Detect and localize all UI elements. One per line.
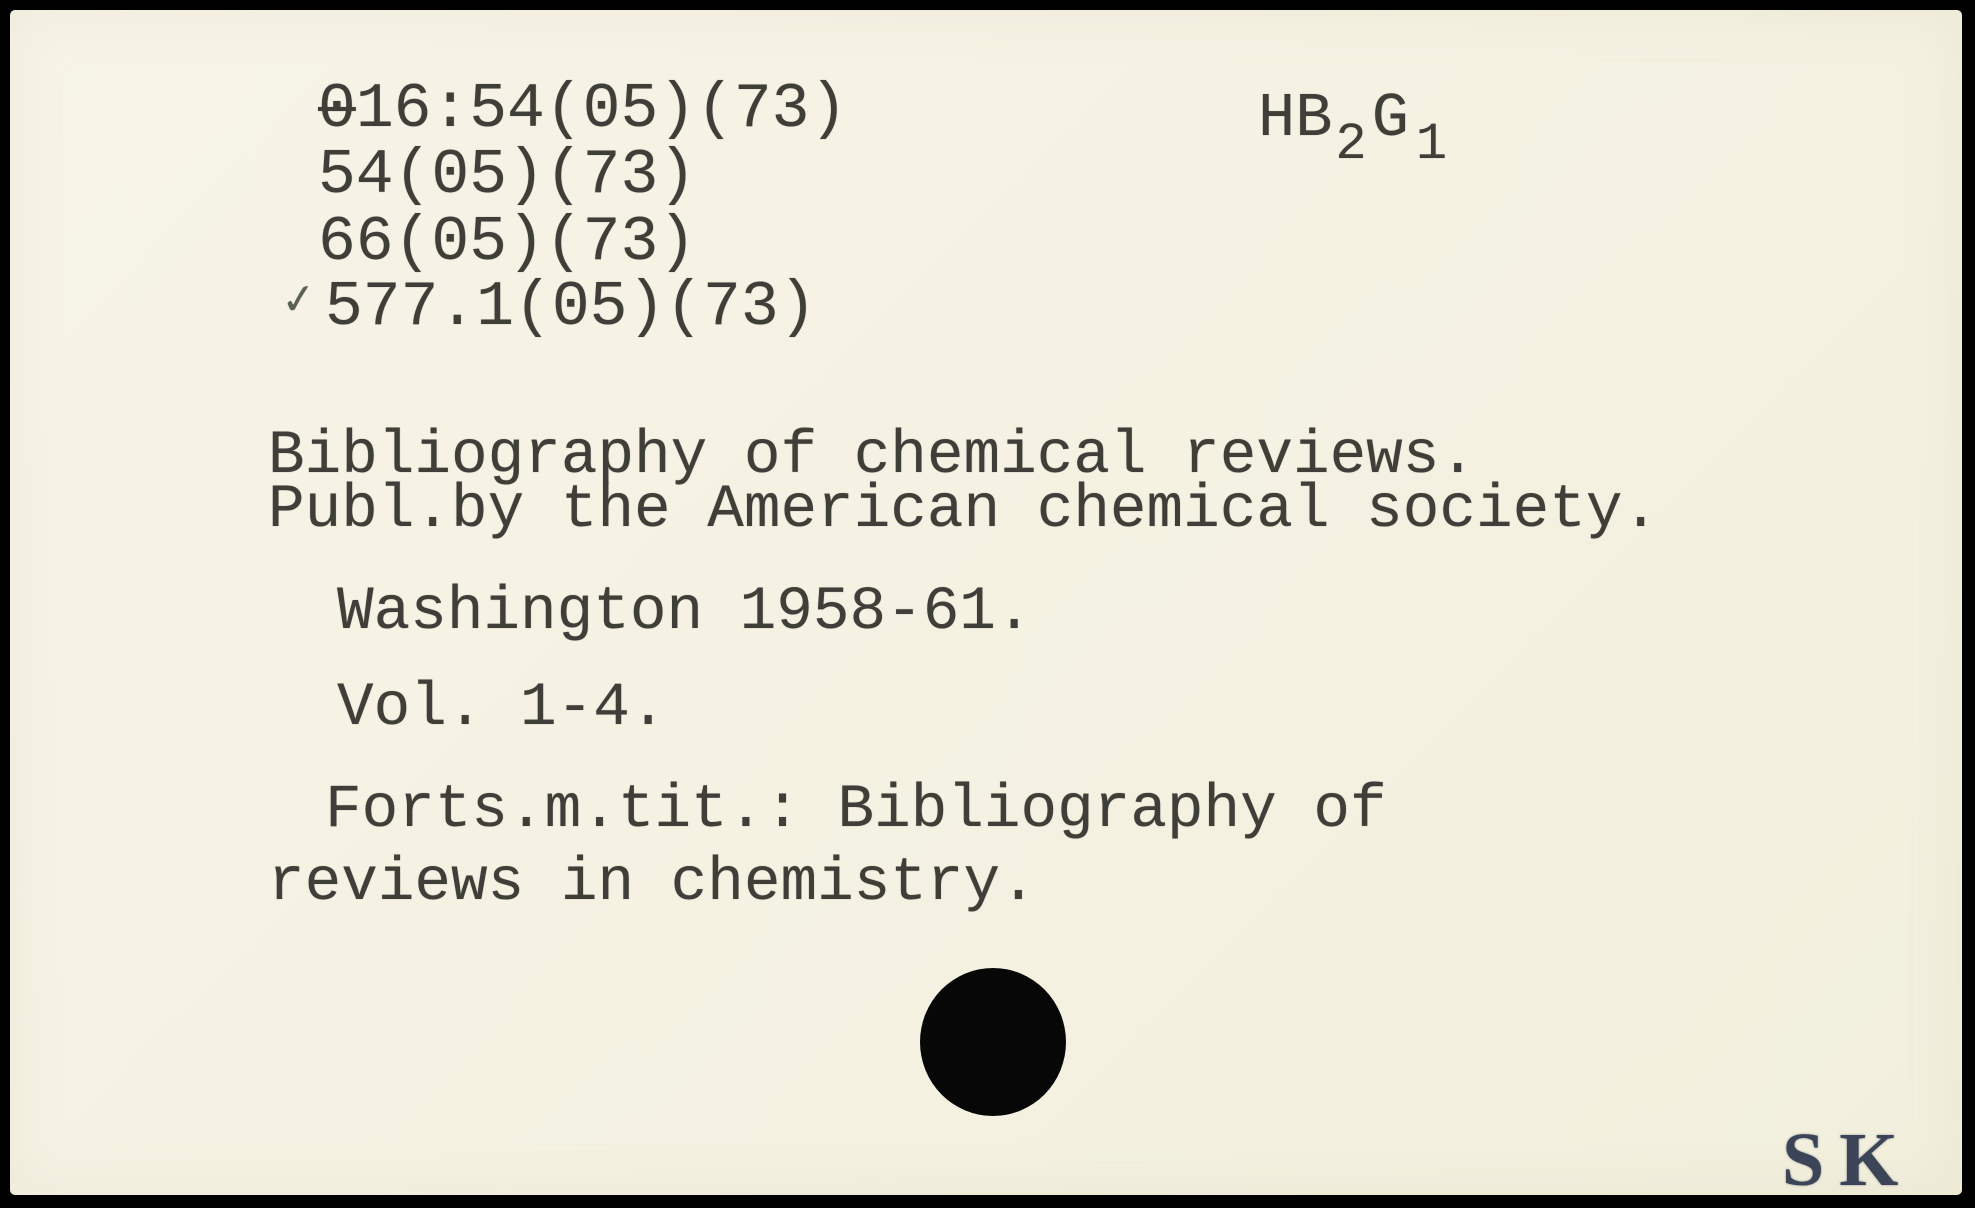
classification-line-2: 54(05)(73) — [318, 140, 697, 211]
volumes-line: Vol. 1-4. — [337, 674, 667, 743]
shelfmark-seg2: G — [1371, 83, 1409, 154]
catalog-card — [10, 10, 1962, 1202]
shelfmark-subscript-2: 2 — [1335, 114, 1367, 174]
title-line: Bibliography of chemical reviews. — [268, 422, 1476, 491]
continuation-note-line-1: Forts.m.tit.: Bibliography of — [325, 776, 1387, 845]
imprint-line: Washington 1958-61. — [337, 578, 1033, 647]
shelfmark — [1258, 83, 1448, 174]
shelfmark-subscript-1: 1 — [1415, 114, 1448, 174]
struck-zero: 0 — [318, 74, 356, 145]
classification-line-1 — [318, 74, 848, 145]
continuation-note-line-2: reviews in chemistry. — [268, 849, 1037, 918]
classification-line-4: 577.1(05)(73) — [325, 272, 817, 343]
shelfmark-seg1: HB — [1258, 83, 1333, 154]
classification-line-3: 66(05)(73) — [318, 207, 697, 278]
library-stamp: SK — [1782, 1118, 1914, 1202]
check-icon: ✓ — [281, 273, 316, 331]
publisher-line: Publ.by the American chemical society. — [268, 476, 1660, 545]
classification-line-1-rest: 16:54(05)(73) — [355, 74, 848, 145]
punch-hole — [920, 968, 1066, 1116]
